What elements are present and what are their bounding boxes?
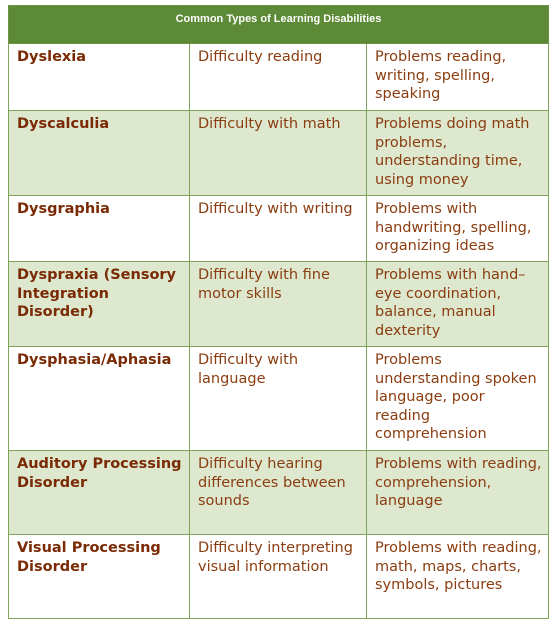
disability-name: Dysphasia/Aphasia <box>9 347 190 451</box>
disability-name: Visual Processing Disorder <box>9 535 190 619</box>
disability-problems: Problems reading, writing, spelling, speaking <box>367 44 549 111</box>
disability-difficulty: Difficulty with math <box>190 111 367 196</box>
table-row-visual-processing <box>9 535 549 619</box>
table-row-dyscalculia <box>9 111 549 196</box>
disability-problems: Problems with hand–eye coordination, balance, manual dexterity <box>367 262 549 347</box>
disability-problems: Problems doing math problems, understanding time, using money <box>367 111 549 196</box>
table-row-dyslexia <box>9 44 549 111</box>
disability-name: Dyslexia <box>9 44 190 111</box>
disability-name: Dyscalculia <box>9 111 190 196</box>
disability-difficulty: Difficulty with writing <box>190 196 367 262</box>
disability-name: Auditory Processing Disorder <box>9 451 190 535</box>
table-row-auditory-processing <box>9 451 549 535</box>
disability-difficulty: Difficulty interpreting visual information <box>190 535 367 619</box>
disability-problems: Problems with reading, math, maps, charts, symbols, pictures <box>367 535 549 619</box>
table-row-dysphasia <box>9 347 549 451</box>
disability-difficulty: Difficulty hearing differences between sounds <box>190 451 367 535</box>
disability-problems: Problems with reading, comprehension, language <box>367 451 549 535</box>
learning-disabilities-table-frame <box>8 5 548 619</box>
disability-problems: Problems with handwriting, spelling, organizing ideas <box>367 196 549 262</box>
table-title-row <box>9 6 549 44</box>
disability-difficulty: Difficulty with fine motor skills <box>190 262 367 347</box>
disability-problems: Problems understanding spoken language, poor reading comprehension <box>367 347 549 451</box>
table-title: Common Types of Learning Disabilities <box>9 6 549 44</box>
learning-disabilities-table <box>8 5 549 619</box>
disability-name: Dyspraxia (Sensory Integration Disorder) <box>9 262 190 347</box>
table-row-dyspraxia <box>9 262 549 347</box>
disability-difficulty: Difficulty with language <box>190 347 367 451</box>
disability-difficulty: Difficulty reading <box>190 44 367 111</box>
table-row-dysgraphia <box>9 196 549 262</box>
disability-name: Dysgraphia <box>9 196 190 262</box>
